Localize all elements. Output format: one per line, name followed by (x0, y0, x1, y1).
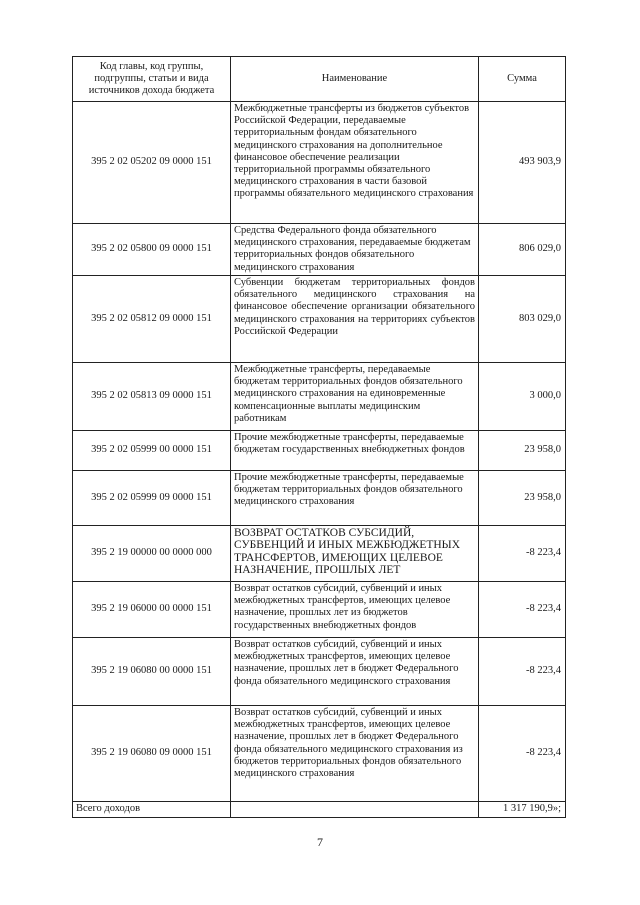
row-name: Субвенции бюджетам территориальных фондов обязательного медицинского страхования на финансовое обеспечение организации обязательного медицинского страхования на территориях субъектов Российской Федерации (231, 276, 479, 363)
row-code: 395 2 19 06000 00 0000 151 (73, 582, 231, 638)
row-sum: -8 223,4 (479, 638, 566, 706)
row-name: ВОЗВРАТ ОСТАТКОВ СУБСИДИЙ, СУБВЕНЦИЙ И ИНЫХ МЕЖБЮДЖЕТНЫХ ТРАНСФЕРТОВ, ИМЕЮЩИХ ЦЕЛЕВОЕ НАЗНАЧЕНИЕ, ПРОШЛЫХ ЛЕТ (231, 526, 479, 582)
header-name: Наименование (231, 57, 479, 102)
row-sum: -8 223,4 (479, 526, 566, 582)
row-sum: 23 958,0 (479, 471, 566, 526)
row-code: 395 2 02 05800 09 0000 151 (73, 224, 231, 276)
row-name: Прочие межбюджетные трансферты, передаваемые бюджетам государственных внебюджетных фондов (231, 431, 479, 471)
table-row (73, 224, 566, 276)
row-sum: 806 029,0 (479, 224, 566, 276)
row-sum: -8 223,4 (479, 582, 566, 638)
table-row (73, 431, 566, 471)
row-code: 395 2 19 00000 00 0000 000 (73, 526, 231, 582)
header-sum: Сумма (479, 57, 566, 102)
total-label: Всего доходов (73, 802, 231, 818)
row-name: Возврат остатков субсидий, субвенций и иных межбюджетных трансфертов, имеющих целевое назначение, прошлых лет в бюджет Федерального фонда обязательного медицинского страхования (231, 638, 479, 706)
row-sum: 803 029,0 (479, 276, 566, 363)
table-total-row (73, 802, 566, 818)
row-sum: 23 958,0 (479, 431, 566, 471)
table-row (73, 638, 566, 706)
table-row (73, 102, 566, 224)
row-sum: 3 000,0 (479, 363, 566, 431)
table-row (73, 363, 566, 431)
row-sum: 493 903,9 (479, 102, 566, 224)
row-code: 395 2 02 05999 00 0000 151 (73, 431, 231, 471)
budget-revenue-table (72, 56, 566, 818)
total-empty-cell (231, 802, 479, 818)
row-code: 395 2 02 05999 09 0000 151 (73, 471, 231, 526)
table-row (73, 582, 566, 638)
row-code: 395 2 02 05202 09 0000 151 (73, 102, 231, 224)
row-code: 395 2 19 06080 09 0000 151 (73, 706, 231, 802)
row-name: Средства Федерального фонда обязательного медицинского страхования, передаваемые бюджетам территориальных фондов обязательного медицинского страхования (231, 224, 479, 276)
row-name: Межбюджетные трансферты, передаваемые бюджетам территориальных фондов обязательного медицинского страхования на единовременные компенсационные выплаты медицинским работникам (231, 363, 479, 431)
header-code: Код главы, код группы, подгруппы, статьи и вида источников дохода бюджета (73, 57, 231, 102)
row-name: Прочие межбюджетные трансферты, передаваемые бюджетам территориальных фондов обязательного медицинского страхования (231, 471, 479, 526)
row-name: Возврат остатков субсидий, субвенций и иных межбюджетных трансфертов, имеющих целевое назначение, прошлых лет в бюджет Федерального фонда обязательного медицинского страхования из бюджетов территориальных фондов обязательного медицинского страхования (231, 706, 479, 802)
row-code: 395 2 02 05813 09 0000 151 (73, 363, 231, 431)
row-name: Межбюджетные трансферты из бюджетов субъектов Российской Федерации, передаваемые территориальным фондам обязательного медицинского страхования на дополнительное финансовое обеспечение реализации территориальной программы обязательного медицинского страхования в части базовой программы обязательного медицинского страхования (231, 102, 479, 224)
table-row (73, 471, 566, 526)
total-sum: 1 317 190,9»; (479, 802, 566, 818)
page-number: 7 (317, 835, 323, 849)
table-row (73, 706, 566, 802)
row-code: 395 2 19 06080 00 0000 151 (73, 638, 231, 706)
row-code: 395 2 02 05812 09 0000 151 (73, 276, 231, 363)
row-sum: -8 223,4 (479, 706, 566, 802)
table-row (73, 276, 566, 363)
row-name: Возврат остатков субсидий, субвенций и иных межбюджетных трансфертов, имеющих целевое назначение, прошлых лет из бюджетов государственных внебюджетных фондов (231, 582, 479, 638)
table-row (73, 526, 566, 582)
table-header-row (73, 57, 566, 102)
